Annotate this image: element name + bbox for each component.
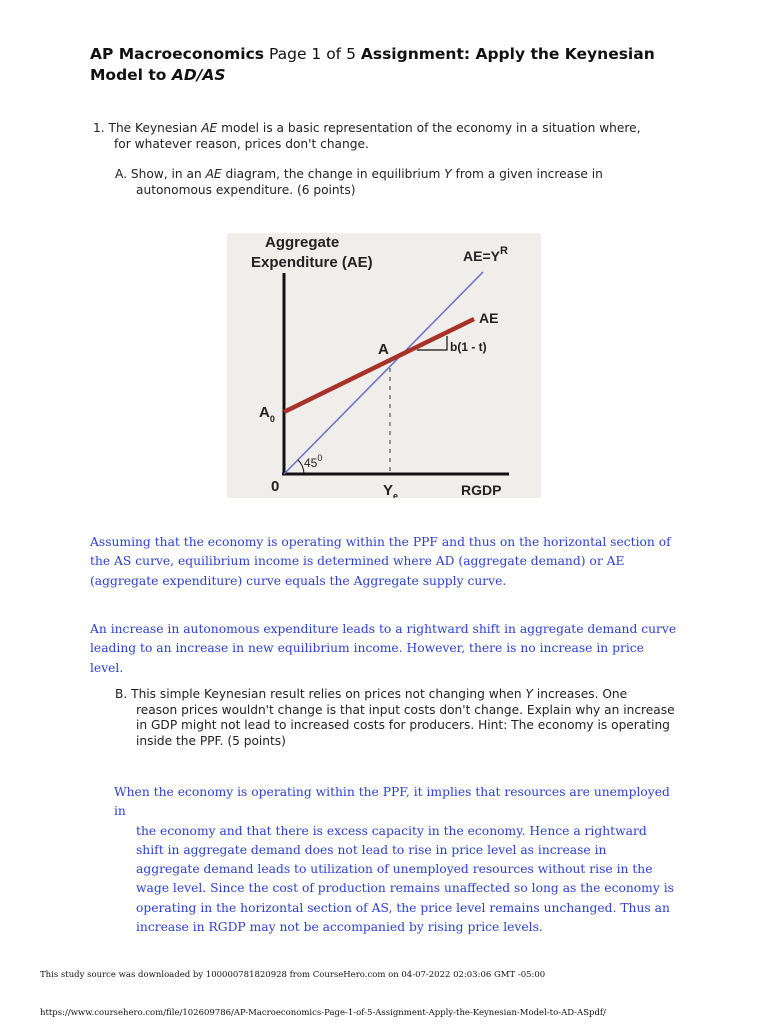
angle-label: $45^0$: [304, 453, 323, 470]
x-axis-label: RGDP: [461, 482, 502, 498]
course-name: AP Macroeconomics: [90, 45, 265, 63]
origin-label: 0: [271, 478, 280, 495]
answer-1a-paragraph-1: Assuming that the economy is operating within the PPF and thus on the horizontal section of the AS curve, equilibrium income is determined where AD (aggregate demand) or AE (aggregate expenditure) curve equals the Aggregate supply curve.: [90, 535, 671, 588]
page-indicator: Page 1 of 5: [264, 45, 361, 63]
slope-label: b(1 - t): [450, 340, 487, 354]
assignment-title: Assignment: Apply the Keynesian: [360, 45, 655, 63]
page-title: [90, 44, 690, 86]
assignment-title-line2: Model to AD/AS: [90, 66, 226, 84]
ae-diagram-svg: [227, 233, 541, 498]
question-1b: B. This simple Keynesian result relies on prices not changing when Y increases. One reason prices wouldn't change is that input costs don't change. Explain why an increase in GDP might not lead to increased costs for producers. Hint: The economy is operating inside the PPF. (5 points): [115, 687, 675, 748]
ae-diagram: [227, 233, 541, 498]
answer-1a-paragraph-2: An increase in autonomous expenditure leads to a rightward shift in aggregate demand curve leading to an increase in new equilibrium income. However, there is no increase in price level.: [90, 622, 677, 675]
y-axis-label-2: Expenditure (AE): [251, 254, 373, 271]
source-url[interactable]: https://www.coursehero.com/file/102609786/AP-Macroeconomics-Page-1-of-5-Assignment-Apply-the-Keynesian-Model-to-AD-ASpdf/: [40, 1008, 606, 1018]
ae-line: [284, 319, 474, 412]
intercept-label: $A_0$: [259, 404, 275, 424]
answer-1b: When the economy is operating within the PPF, it implies that resources are unemployed in the economy and that there is excess capacity in the economy. Hence a rightward shift in aggregate demand does not lead to rise in price level as increase in aggregate demand leads to utilization of unemployed resources without rise in the wage level. Since the cost of production remains unaffected so long as the economy is operating in the horizontal section of AS, the price level remains unchanged. Thus an increase in RGDP may not be accompanied by rising price levels.: [114, 785, 674, 935]
ae-line-label: AE: [479, 310, 499, 326]
forty-five-degree-line: [284, 272, 483, 474]
point-a-label: A: [378, 341, 389, 358]
y-axis-label-1: Aggregate: [265, 234, 340, 251]
question-1a: A. Show, in an AE diagram, the change in equilibrium Y from a given increase in autonomous expenditure. (6 points): [115, 167, 603, 197]
diag-line-label: $AE=Y^R$: [463, 245, 508, 264]
question-1: 1. The Keynesian AE model is a basic representation of the economy in a situation where, for whatever reason, prices don't change.: [93, 121, 641, 151]
download-notice: This study source was downloaded by 100000781820928 from CourseHero.com on 04-07-2022 02:03:06 GMT -05:00: [40, 970, 546, 980]
ye-label: $Y_e$: [383, 482, 399, 498]
